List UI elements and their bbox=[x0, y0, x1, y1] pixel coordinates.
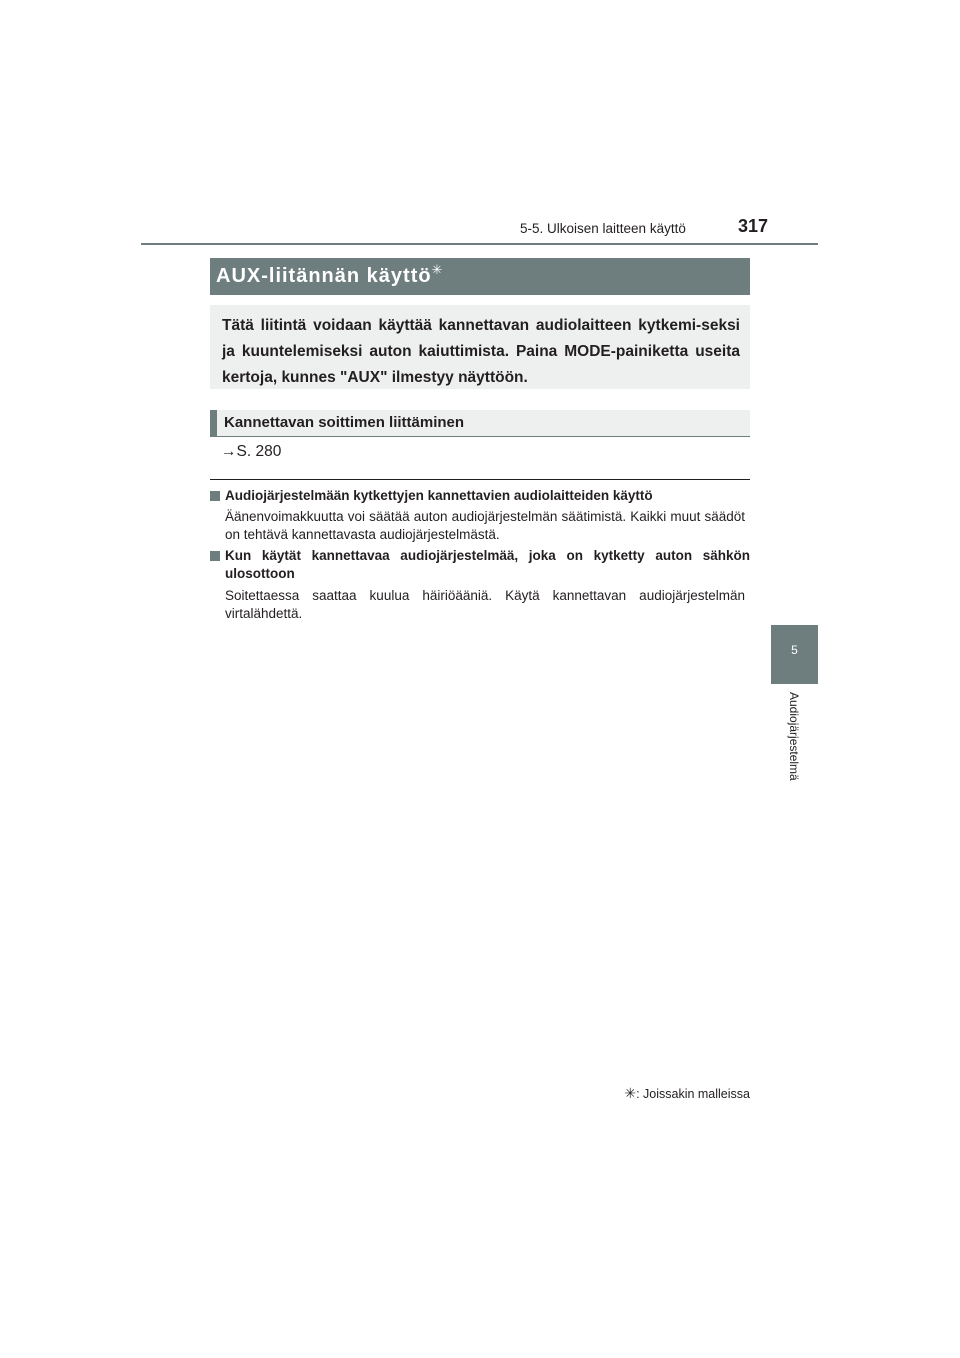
note-heading-text: Kun käytät kannettavaa audiojärjestelmää, joka on kytketty auton sähkön ulosottoon bbox=[225, 548, 750, 581]
running-header-section: 5-5. Ulkoisen laitteen käyttö bbox=[520, 221, 686, 236]
asterisk-icon: ✳ bbox=[431, 262, 443, 277]
intro-text: Tätä liitintä voidaan käyttää kannettavan audiolaitteen kytkemi-seksi ja kuuntelemiseksi auton kaiuttimista. Paina MODE-painiketta useita kertoja, kunnes "AUX" ilmestyy näyttöön. bbox=[222, 317, 740, 386]
footnote-text: : Joissakin malleissa bbox=[636, 1087, 750, 1101]
square-bullet-icon bbox=[210, 551, 220, 561]
page-reference: →S. 280 bbox=[221, 443, 282, 460]
chapter-tab-label: Audiojärjestelmä bbox=[787, 692, 801, 781]
chapter-tab-number: 5 bbox=[791, 643, 798, 657]
section-title-bar bbox=[210, 258, 750, 295]
footnote bbox=[603, 1085, 750, 1102]
subheading-rule bbox=[210, 436, 750, 437]
section-title: AUX-liitännän käyttö bbox=[216, 265, 432, 287]
notes-separator bbox=[210, 479, 750, 480]
note-heading bbox=[210, 547, 750, 583]
subheading-bar bbox=[210, 410, 750, 436]
chapter-tab bbox=[771, 625, 818, 684]
note-heading bbox=[210, 487, 750, 505]
subheading-accent bbox=[210, 410, 217, 436]
asterisk-icon: ✳ bbox=[624, 1085, 637, 1101]
note-heading-text: Audiojärjestelmään kytkettyjen kannettavien audiolaitteiden käyttö bbox=[225, 488, 653, 503]
subheading: Kannettavan soittimen liittäminen bbox=[224, 414, 465, 431]
square-bullet-icon bbox=[210, 491, 220, 501]
intro-box bbox=[210, 305, 750, 389]
page-number: 317 bbox=[738, 216, 769, 236]
note-body: Äänenvoimakkuutta voi säätää auton audiojärjestelmän säätimistä. Kaikki muut säädöt on tehtävä kannettavasta audiojärjestelmästä. bbox=[225, 509, 745, 542]
header-rule bbox=[141, 243, 818, 245]
note-body: Soitettaessa saattaa kuulua häiriöääniä. Käytä kannettavan audiojärjestelmän virtalähdettä. bbox=[225, 588, 745, 621]
